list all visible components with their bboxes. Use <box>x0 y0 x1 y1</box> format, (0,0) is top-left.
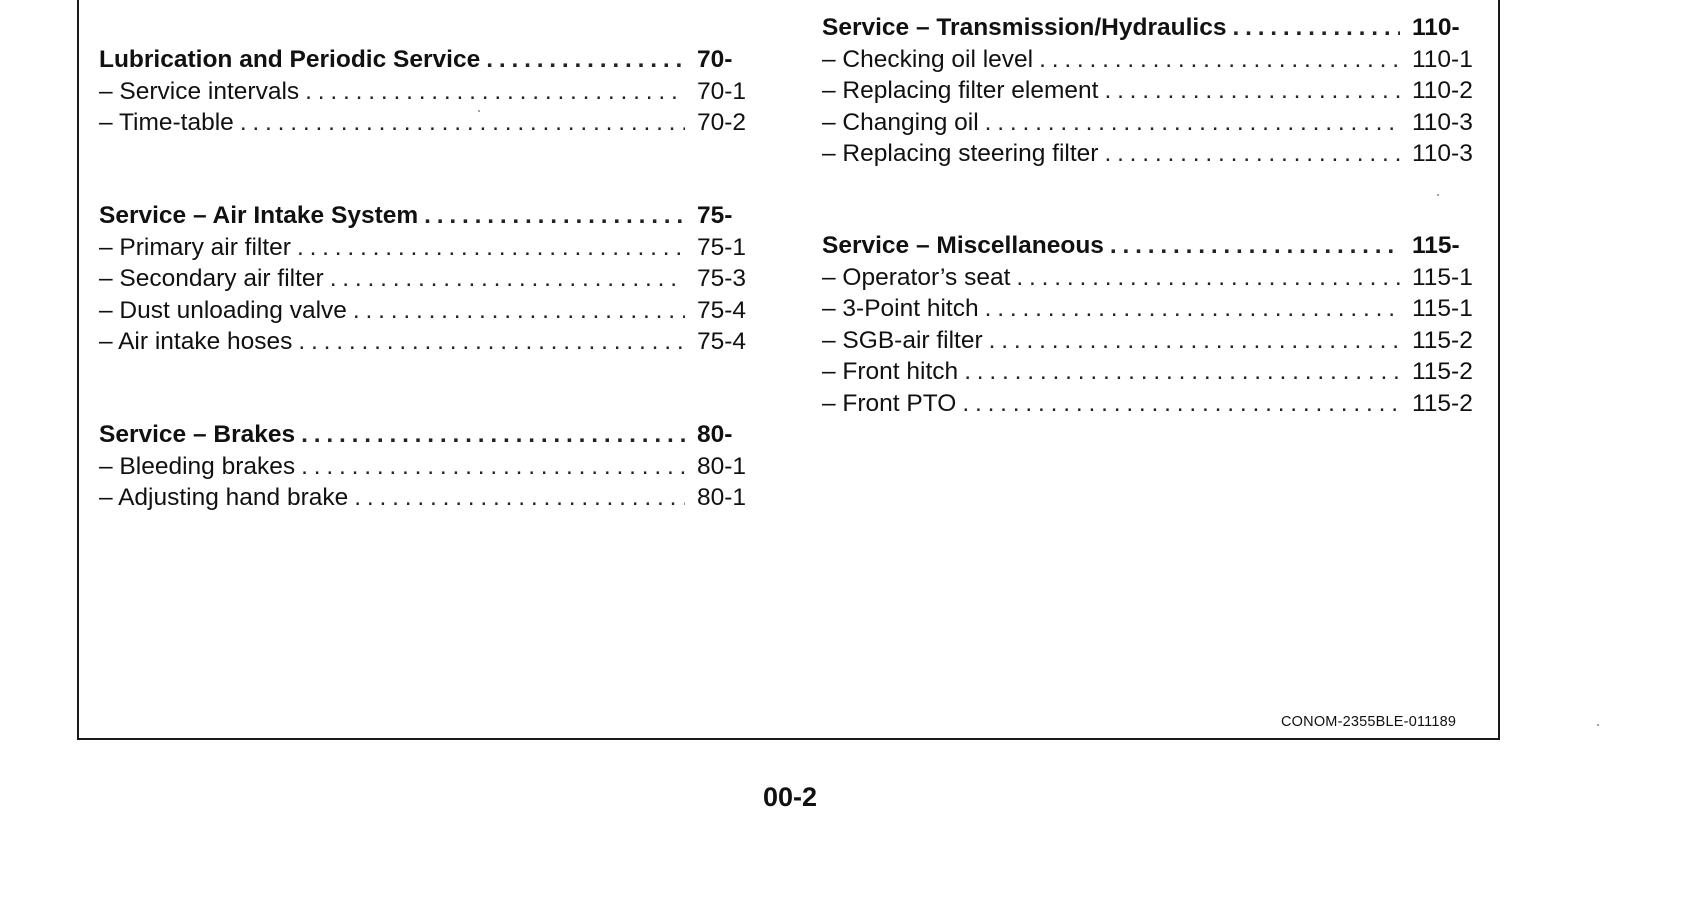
toc-entry-page: 110-3 <box>1412 140 1473 167</box>
toc-heading-label: Service – Brakes <box>99 421 296 448</box>
dot-leader <box>989 325 1400 357</box>
toc-heading[interactable] <box>822 12 1490 44</box>
document-id: CONOM-2355BLE-011189 <box>1281 714 1457 730</box>
toc-entry[interactable] <box>822 293 1490 325</box>
toc-entry[interactable] <box>99 295 763 327</box>
toc-entry-label: – Time-table <box>99 109 234 136</box>
toc-entry[interactable] <box>99 107 763 139</box>
toc-heading[interactable] <box>822 230 1490 262</box>
toc-heading[interactable] <box>99 419 763 451</box>
toc-section-brakes <box>99 419 763 514</box>
dot-leader <box>1232 12 1400 44</box>
toc-entry-page: 75-4 <box>697 328 747 355</box>
toc-entry-label: – Front PTO <box>822 389 957 417</box>
toc-heading[interactable] <box>99 44 763 76</box>
toc-entry[interactable] <box>99 263 763 295</box>
dot-leader <box>354 482 685 514</box>
toc-entry-page: 115-1 <box>1412 263 1473 291</box>
dot-leader <box>424 200 685 232</box>
toc-entry-page: 115-2 <box>1412 326 1473 354</box>
toc-entry[interactable] <box>99 76 763 108</box>
toc-entry-page: 70-1 <box>697 77 747 105</box>
page-number: 00-2 <box>762 782 818 812</box>
toc-entry-page: 110-3 <box>1412 108 1473 136</box>
toc-entry[interactable] <box>822 262 1490 294</box>
toc-entry-page: 110-2 <box>1412 77 1473 104</box>
toc-entry[interactable] <box>822 75 1490 107</box>
toc-entry[interactable] <box>99 232 763 264</box>
dot-leader <box>985 107 1400 139</box>
toc-entry-page: 80-1 <box>697 452 747 480</box>
toc-entry-page: 75-1 <box>697 233 747 261</box>
toc-entry[interactable] <box>822 107 1490 139</box>
toc-entry-page: 75-4 <box>697 296 747 324</box>
toc-heading-label: Lubrication and Periodic Service <box>99 46 481 73</box>
toc-entry-label: – Replacing filter element <box>822 77 1099 104</box>
toc-heading-label: Service – Transmission/Hydraulics <box>822 14 1227 41</box>
toc-entry-label: – Dust unloading valve <box>99 296 347 324</box>
toc-heading-page: 110- <box>1412 14 1460 41</box>
toc-entry-label: – Service intervals <box>99 77 300 105</box>
toc-entry-label: – Primary air filter <box>99 233 291 261</box>
toc-entry-label: – Adjusting hand brake <box>99 484 349 511</box>
toc-heading-page: 115- <box>1412 232 1460 259</box>
toc-heading-page: 70- <box>697 46 733 73</box>
toc-entry-label: – Secondary air filter <box>99 265 324 292</box>
toc-section-lubrication <box>99 44 763 139</box>
dot-leader <box>330 263 685 295</box>
dot-leader <box>1039 44 1400 76</box>
toc-entry[interactable] <box>822 388 1490 420</box>
toc-entry[interactable] <box>822 138 1490 170</box>
toc-entry-page: 115-2 <box>1412 389 1473 417</box>
toc-entry-label: – Operator’s seat <box>822 263 1011 291</box>
toc-section-air-intake <box>99 200 763 358</box>
toc-entry-page: 115-1 <box>1412 295 1473 322</box>
toc-entry[interactable] <box>822 356 1490 388</box>
toc-heading-page: 75- <box>697 202 733 229</box>
toc-entry-label: – Replacing steering filter <box>822 140 1099 167</box>
toc-entry[interactable] <box>822 44 1490 76</box>
toc-entry-label: – Checking oil level <box>822 45 1034 73</box>
toc-entry-page: 80-1 <box>697 484 747 511</box>
dot-leader <box>1016 262 1400 294</box>
scan-speck <box>478 110 480 112</box>
toc-entry-label: – Air intake hoses <box>99 328 293 355</box>
toc-entry-page: 75-3 <box>697 265 747 292</box>
dot-leader <box>962 388 1400 420</box>
toc-entry[interactable] <box>99 482 763 514</box>
dot-leader <box>1104 138 1400 170</box>
toc-heading[interactable] <box>99 200 763 232</box>
dot-leader <box>1110 230 1400 262</box>
toc-entry-page: 70-2 <box>697 109 747 136</box>
toc-entry[interactable] <box>99 451 763 483</box>
toc-entry[interactable] <box>822 325 1490 357</box>
toc-entry[interactable] <box>99 326 763 358</box>
dot-leader <box>301 451 685 483</box>
dot-leader <box>297 232 685 264</box>
toc-entry-page: 115-2 <box>1412 358 1473 385</box>
dot-leader <box>486 44 685 76</box>
toc-heading-page: 80- <box>697 421 733 448</box>
dot-leader <box>964 356 1400 388</box>
dot-leader <box>301 419 685 451</box>
dot-leader <box>353 295 685 327</box>
toc-entry-label: – Changing oil <box>822 108 979 136</box>
toc-entry-label: – SGB-air filter <box>822 326 983 354</box>
dot-leader <box>985 293 1400 325</box>
toc-heading-label: Service – Air Intake System <box>99 202 419 229</box>
toc-entry-page: 110-1 <box>1412 45 1473 73</box>
dot-leader <box>298 326 685 358</box>
toc-section-transmission <box>822 12 1490 170</box>
scan-speck <box>1437 194 1439 196</box>
scan-speck <box>1597 724 1599 726</box>
dot-leader <box>305 76 685 108</box>
toc-entry-label: – 3-Point hitch <box>822 295 979 322</box>
toc-heading-label: Service – Miscellaneous <box>822 232 1104 259</box>
toc-section-miscellaneous <box>822 230 1490 419</box>
toc-entry-label: – Bleeding brakes <box>99 452 296 480</box>
dot-leader <box>240 107 685 139</box>
toc-entry-label: – Front hitch <box>822 358 959 385</box>
dot-leader <box>1104 75 1400 107</box>
